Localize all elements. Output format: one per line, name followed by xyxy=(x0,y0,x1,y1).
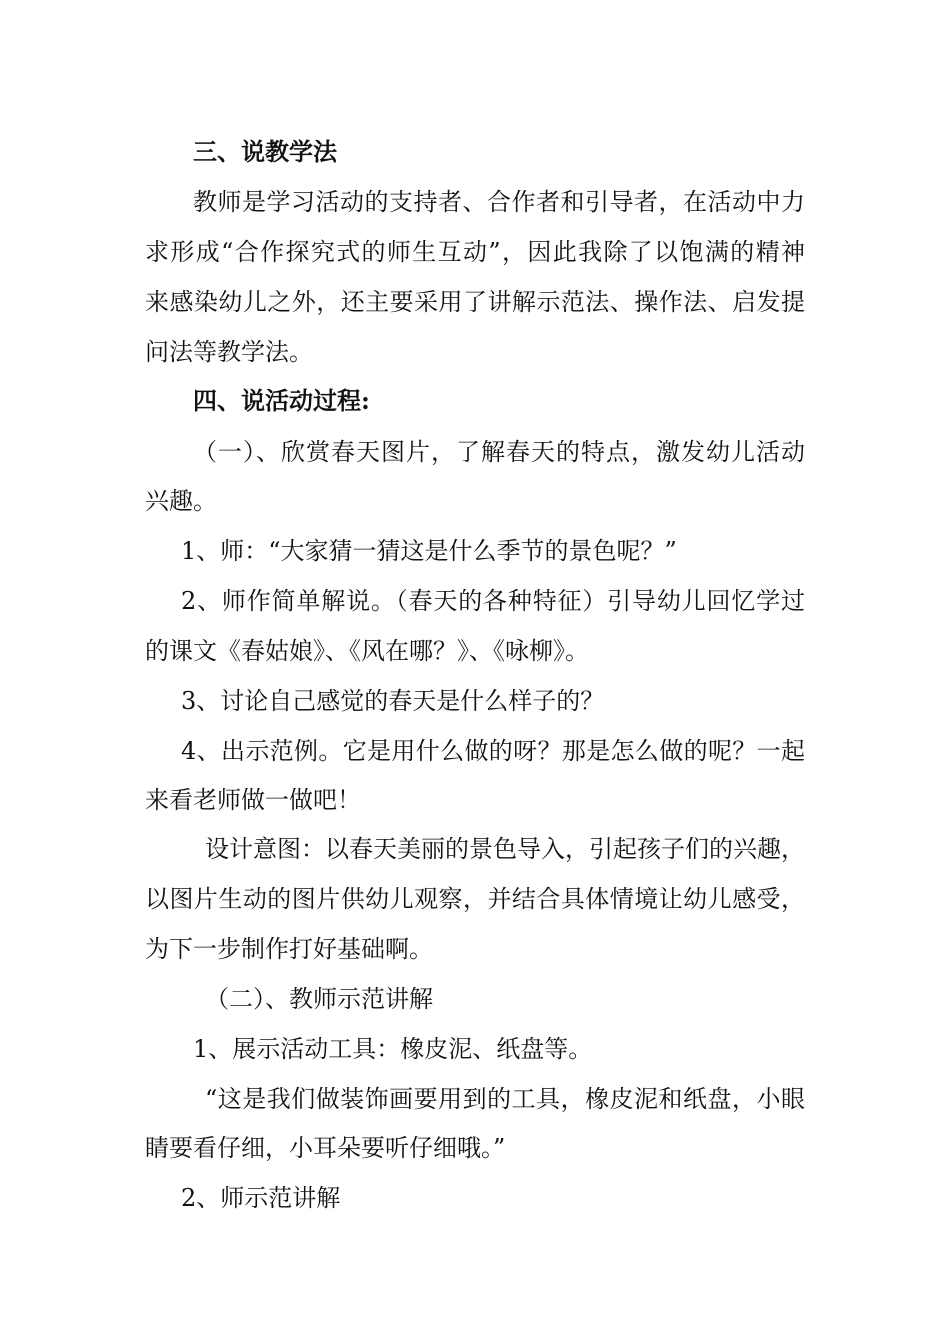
design-intent-line: 设计意图：以春天美丽的景色导入，引起孩子们的兴趣， xyxy=(205,835,805,863)
list-item: 1、师：“大家猜一猜这是什么季节的景色呢？” xyxy=(181,537,677,565)
design-intent-line: 为下一步制作打好基础啊。 xyxy=(145,935,433,963)
quote-line: 睛要看仔细，小耳朵要听仔细哦。” xyxy=(145,1134,506,1162)
list-item-continuation: 的课文《春姑娘》、《风在哪？》、《咏柳》。 xyxy=(145,637,589,665)
paragraph-line: 求形成“合作探究式的师生互动”，因此我除了以饱满的精神 xyxy=(145,238,805,266)
list-item: 2、师示范讲解 xyxy=(181,1184,341,1212)
list-item-continuation: 来看老师做一做吧！ xyxy=(145,786,361,814)
subsection-title-line: （一）、欣赏春天图片，了解春天的特点，激发幼儿活动 xyxy=(193,438,805,466)
subsection-title: （二）、教师示范讲解 xyxy=(205,985,433,1013)
paragraph-line: 来感染幼儿之外，还主要采用了讲解示范法、操作法、启发提 xyxy=(145,288,805,316)
list-item: 3、讨论自己感觉的春天是什么样子的？ xyxy=(181,687,605,715)
quote-line: “这是我们做装饰画要用到的工具，橡皮泥和纸盘，小眼 xyxy=(205,1085,805,1113)
list-item: 4、出示范例。它是用什么做的呀？那是怎么做的呢？一起 xyxy=(181,737,805,765)
paragraph-line: 问法等教学法。 xyxy=(145,338,313,366)
subsection-title-line: 兴趣。 xyxy=(145,487,217,515)
design-intent-line: 以图片生动的图片供幼儿观察，并结合具体情境让幼儿感受， xyxy=(145,885,805,913)
paragraph-line: 教师是学习活动的支持者、合作者和引导者，在活动中力 xyxy=(193,188,805,216)
list-item: 2、师作简单解说。（春天的各种特征）引导幼儿回忆学过 xyxy=(181,587,805,615)
section-heading-teaching-method: 三、说教学法 xyxy=(193,137,337,166)
section-heading-activity-process: 四、说活动过程: xyxy=(193,386,370,415)
list-item: 1、展示活动工具：橡皮泥、纸盘等。 xyxy=(193,1035,593,1063)
